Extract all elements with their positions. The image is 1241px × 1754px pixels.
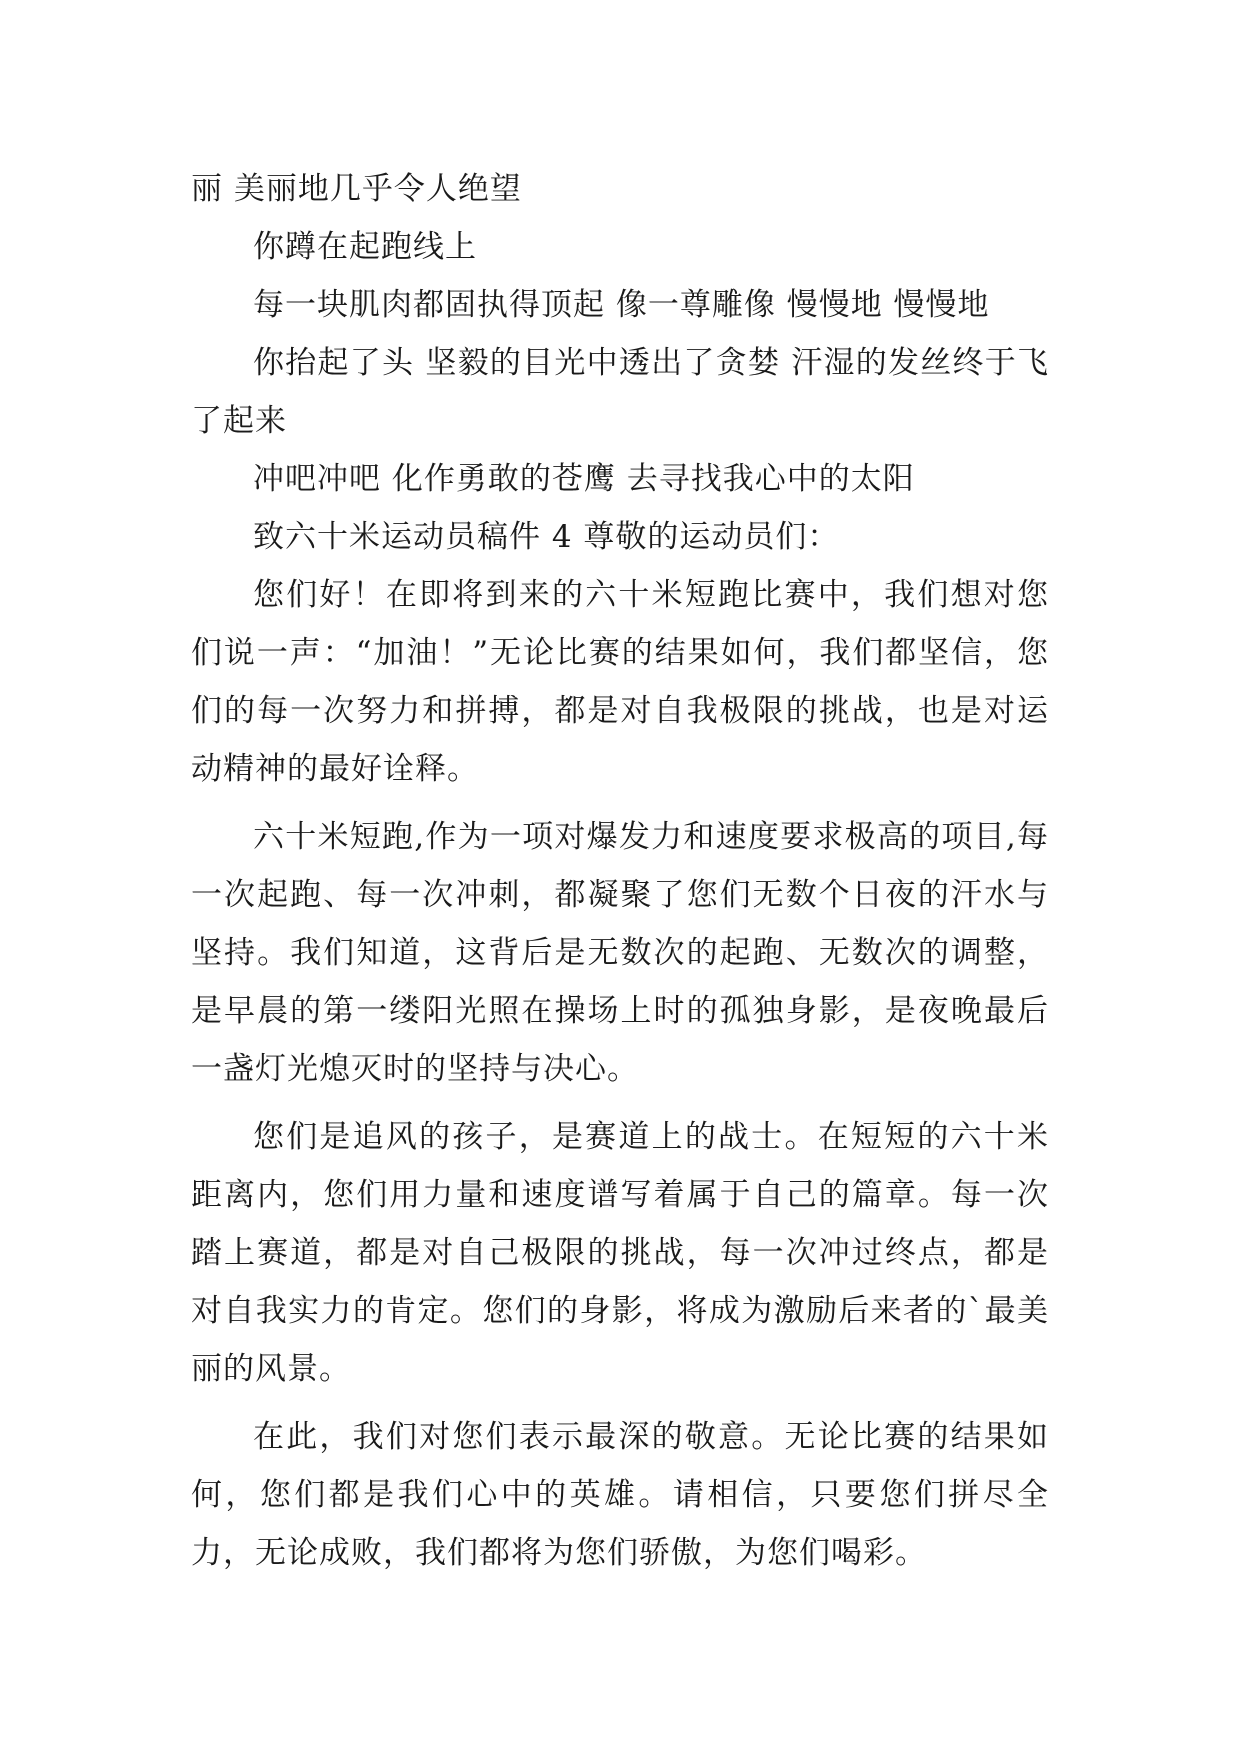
paragraph-body-3: 您们是追风的孩子，是赛道上的战士。在短短的六十米距离内，您们用力量和速度谱写着属于自己的篇章。每一次踏上赛道，都是对自己极限的挑战，每一次冲过终点，都是对自我实力的肯定。您们的身影，将成为激励后来者的`最美丽的风景。 bbox=[191, 1119, 1049, 1387]
paragraph-body-2: 六十米短跑,作为一项对爆发力和速度要求极高的项目,每一次起跑、每一次冲刺，都凝聚了您们无数个日夜的汗水与坚持。我们知道，这背后是无数次的起跑、无数次的调整，是早晨的第一缕阳光照在操场上时的孤独身影，是夜晚最后一盏灯光熄灭时的坚持与决心。 bbox=[191, 819, 1049, 1087]
paragraph-body-4: 在此，我们对您们表示最深的敬意。无论比赛的结果如何，您们都是我们心中的英雄。请相信，只要您们拼尽全力，无论成败，我们都将为您们骄傲，为您们喝彩。 bbox=[191, 1419, 1049, 1571]
paragraph-poem-line-3: 你抬起了头 坚毅的目光中透出了贪婪 汗湿的发丝终于飞了起来 bbox=[191, 345, 1049, 439]
paragraph-poem-line-2: 每一块肌肉都固执得顶起 像一尊雕像 慢慢地 慢慢地 bbox=[253, 287, 990, 323]
paragraph-continuation: 丽 美丽地几乎令人绝望 bbox=[191, 171, 522, 207]
paragraph-letter-heading: 致六十米运动员稿件 4 尊敬的运动员们： bbox=[253, 519, 840, 555]
paragraph-poem-line-1: 你蹲在起跑线上 bbox=[253, 229, 477, 265]
paragraph-poem-line-4: 冲吧冲吧 化作勇敢的苍鹰 去寻找我心中的太阳 bbox=[253, 461, 915, 497]
document-page bbox=[191, 160, 1049, 1582]
paragraph-body-1: 您们好！在即将到来的六十米短跑比赛中，我们想对您们说一声：“加油！”无论比赛的结果如何，我们都坚信，您们的每一次努力和拼搏，都是对自我极限的挑战，也是对运动精神的最好诠释。 bbox=[191, 577, 1049, 787]
